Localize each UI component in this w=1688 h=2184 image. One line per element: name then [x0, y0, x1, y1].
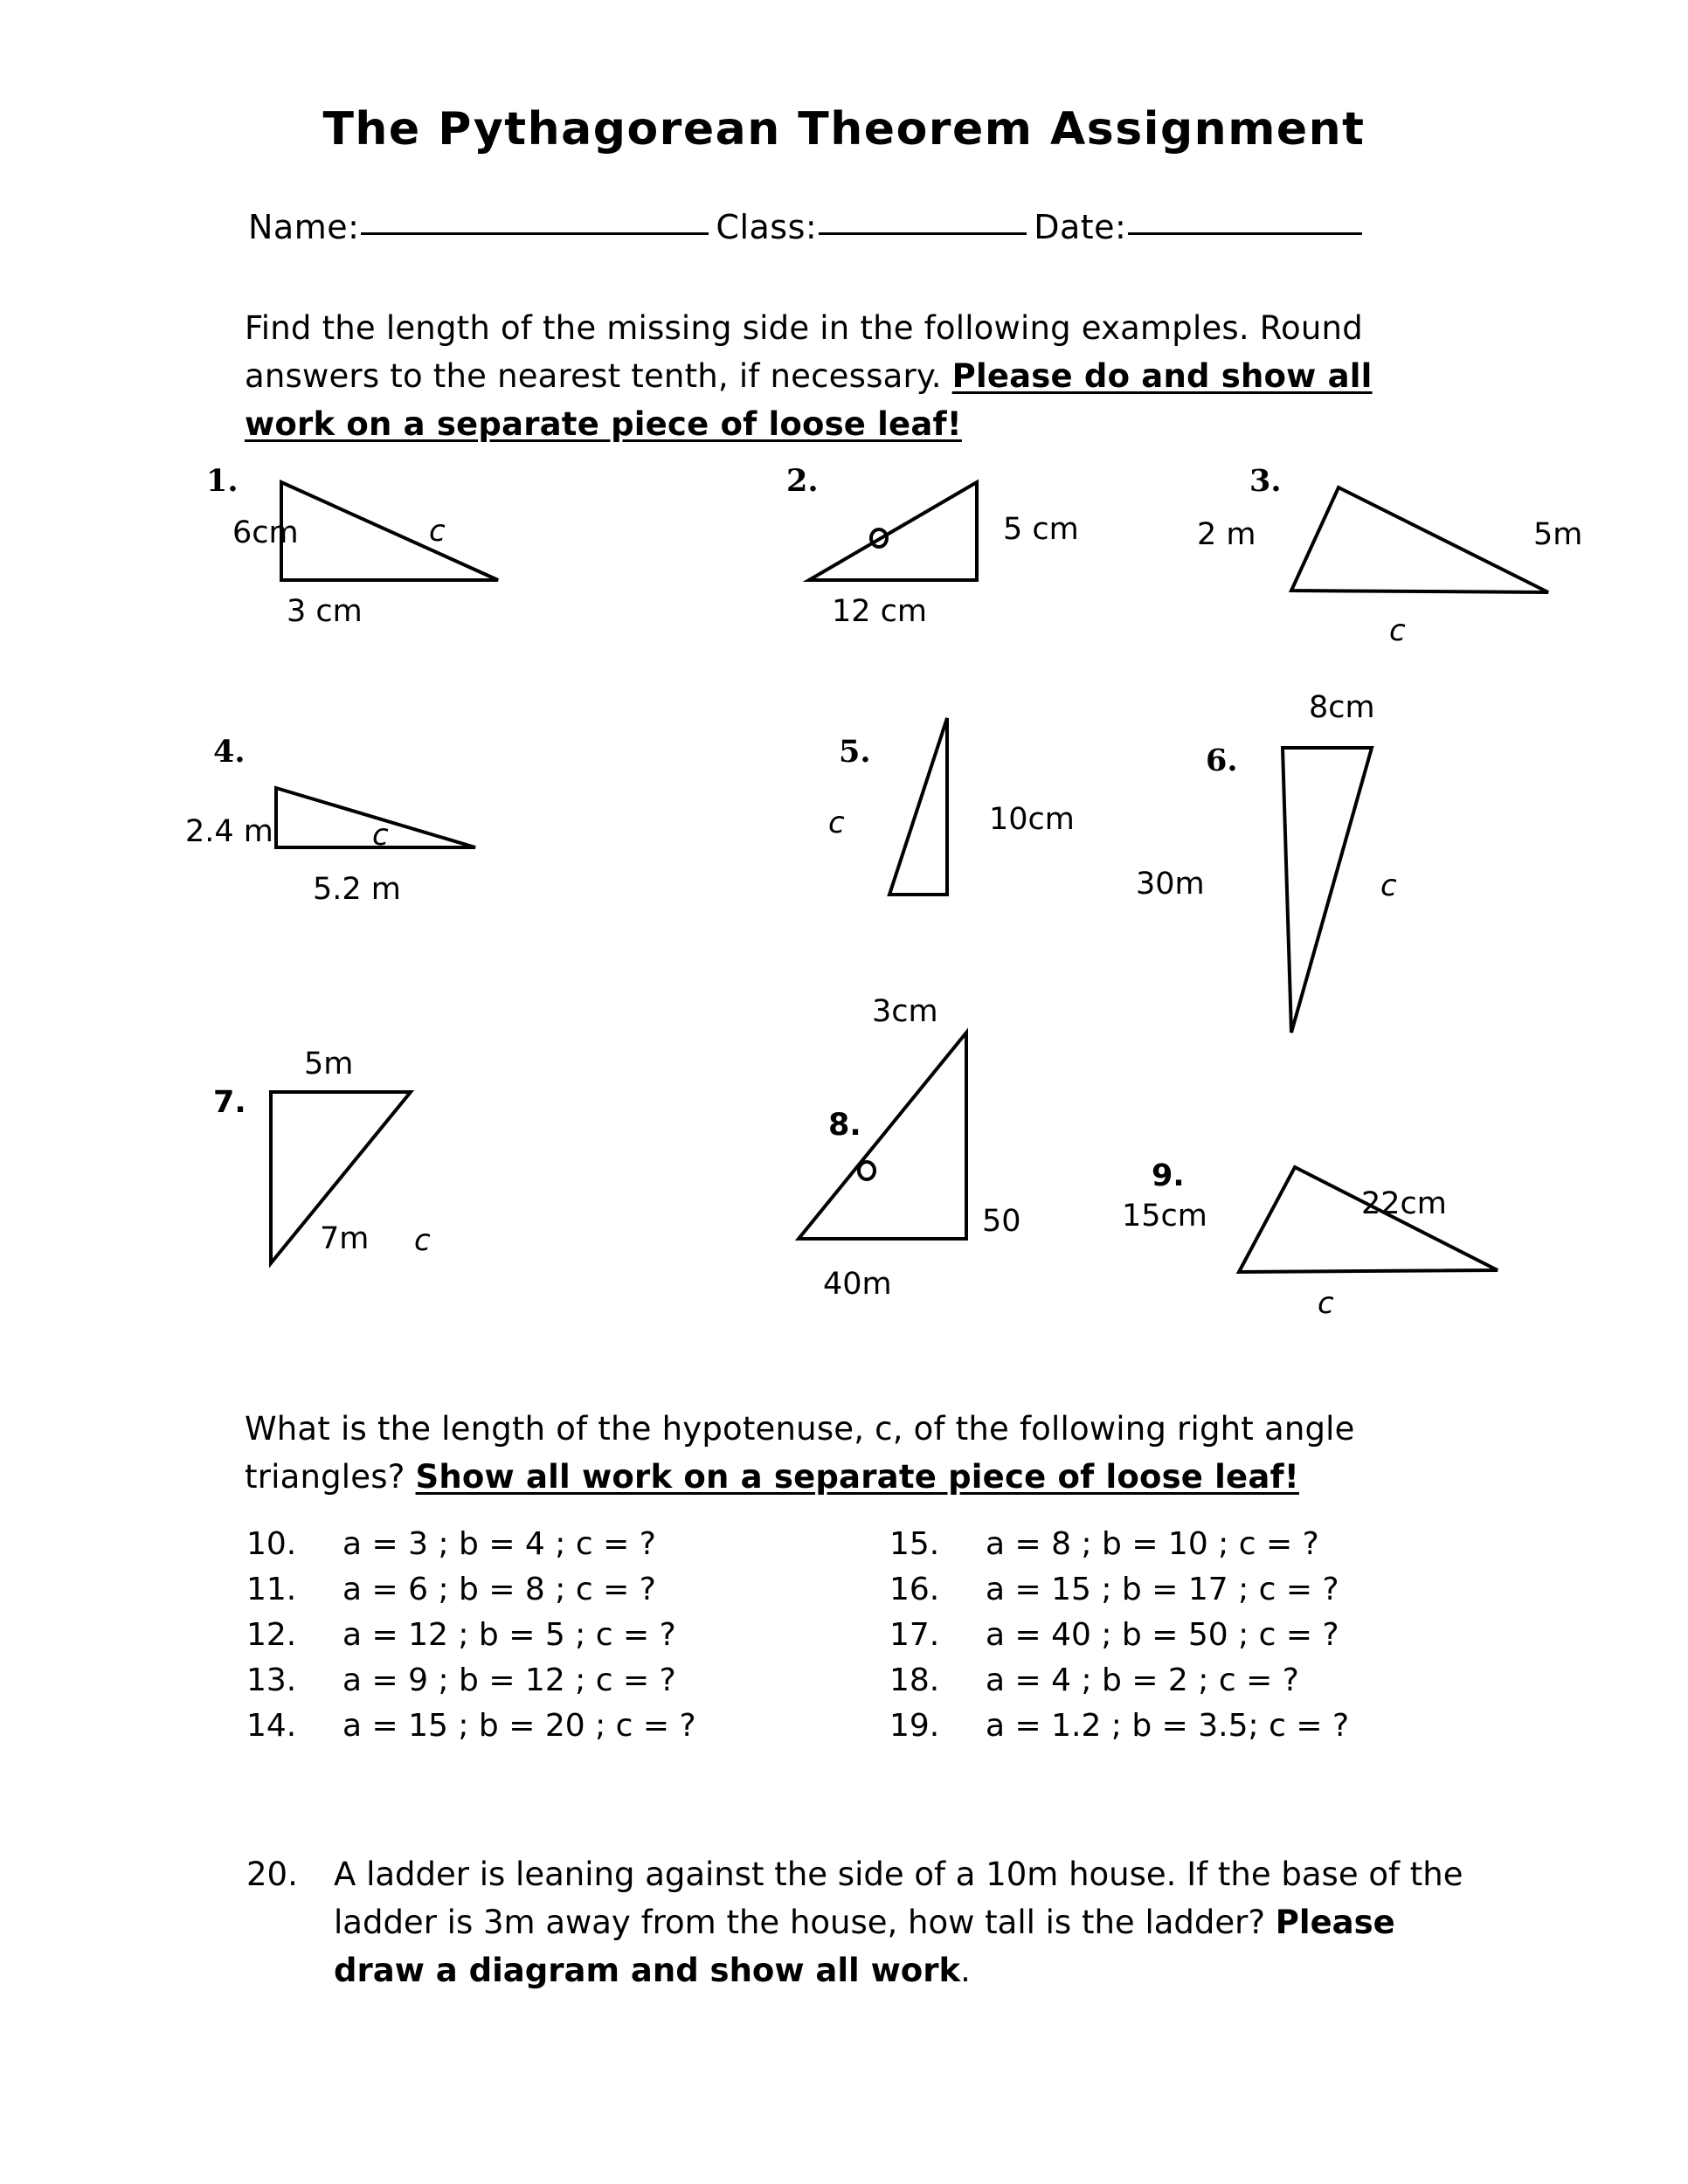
figure-3-label-left: 2 m — [1197, 517, 1256, 552]
problem-values: a = 15 ; b = 17 ; c = ? — [986, 1572, 1339, 1607]
question-20 — [246, 1850, 1470, 1994]
figure-3-label-right: 5m — [1533, 517, 1583, 552]
class-label: Class: — [716, 208, 818, 246]
date-label: Date: — [1034, 208, 1127, 246]
figure-9-label-right: 22cm — [1361, 1186, 1447, 1221]
figure-5-label-hypotenuse: c — [828, 805, 845, 840]
problem-number: 14. — [246, 1708, 297, 1744]
problem-values: a = 3 ; b = 4 ; c = ? — [342, 1526, 656, 1562]
problem-values: a = 9 ; b = 12 ; c = ? — [342, 1662, 676, 1698]
class-input-line[interactable] — [819, 232, 1027, 235]
instructions-paragraph — [245, 304, 1450, 448]
problem-values: a = 40 ; b = 50 ; c = ? — [986, 1617, 1339, 1653]
problem-number: 16. — [889, 1572, 940, 1607]
figure-6-label-vertical: 30m — [1136, 867, 1205, 902]
problem-number: 10. — [246, 1526, 297, 1562]
hypotenuse-question-plain: What is the length of the hypotenuse, c, of the following right angle triangles? — [245, 1410, 1355, 1496]
figure-6-label-top: 8cm — [1309, 690, 1375, 725]
name-label: Name: — [248, 208, 360, 246]
figure-1-label-hypotenuse: c — [429, 514, 446, 549]
figure-1 — [206, 463, 582, 690]
figure-2-number: 2. — [786, 463, 819, 499]
figure-8-label-vertical: 50 — [982, 1204, 1021, 1239]
list-item — [889, 1522, 1501, 1567]
figure-2 — [786, 463, 1162, 690]
figure-9-label-base: c — [1318, 1286, 1334, 1321]
hypotenuse-question-emphasis: Show all work on a separate piece of loose leaf! — [415, 1458, 1299, 1496]
list-item — [246, 1567, 806, 1613]
list-item — [889, 1613, 1501, 1658]
question-20-tail: . — [960, 1952, 971, 1989]
problem-values: a = 4 ; b = 2 ; c = ? — [986, 1662, 1299, 1698]
figure-6 — [1136, 690, 1555, 1050]
problem-number: 19. — [889, 1708, 940, 1744]
name-input-line[interactable] — [361, 232, 709, 235]
problem-number: 12. — [246, 1617, 297, 1653]
problem-values: a = 1.2 ; b = 3.5; c = ? — [986, 1708, 1350, 1744]
question-20-body — [334, 1850, 1470, 1994]
figure-4-label-base: 5.2 m — [313, 872, 401, 907]
figure-5 — [828, 725, 1127, 952]
figure-5-number: 5. — [839, 734, 871, 770]
figure-6-number: 6. — [1206, 743, 1238, 778]
problem-number: 11. — [246, 1572, 297, 1607]
list-item — [246, 1704, 806, 1749]
figure-8-label-top: 3cm — [872, 994, 938, 1029]
list-item — [246, 1522, 806, 1567]
list-item — [889, 1567, 1501, 1613]
figure-9 — [1122, 1144, 1573, 1345]
figure-1-label-vertical: 6cm — [232, 515, 299, 550]
problem-list-left-column — [246, 1522, 806, 1749]
figure-4-label-vertical: 2.4 m — [185, 814, 273, 849]
question-20-plain: A ladder is leaning against the side of a 10m house. If the base of the ladder is 3m away from the house, how tall is the ladder? — [334, 1856, 1463, 1941]
figure-7-label-vertical: 7m — [320, 1221, 370, 1256]
figure-3-label-base: c — [1389, 613, 1406, 648]
problem-number: 18. — [889, 1662, 940, 1698]
list-item — [246, 1658, 806, 1704]
figure-5-label-vertical: 10cm — [989, 802, 1075, 837]
figure-7-label-hypotenuse: c — [414, 1223, 431, 1258]
problem-values: a = 15 ; b = 20 ; c = ? — [342, 1708, 696, 1744]
list-item — [889, 1658, 1501, 1704]
figure-3-number: 3. — [1249, 463, 1282, 499]
figure-6-label-hypotenuse: c — [1380, 868, 1397, 903]
problem-number: 15. — [889, 1526, 940, 1562]
figure-7-label-top: 5m — [304, 1047, 354, 1082]
instructions-emphasis: Please do and show all work on a separate piece of loose leaf! — [245, 357, 1373, 443]
figure-7 — [210, 1022, 629, 1310]
figure-8-number: 8. — [828, 1108, 861, 1143]
figure-9-number: 9. — [1152, 1158, 1185, 1193]
problem-values: a = 6 ; b = 8 ; c = ? — [342, 1572, 656, 1607]
figure-4-label-hypotenuse: c — [372, 818, 389, 853]
problem-values: a = 12 ; b = 5 ; c = ? — [342, 1617, 676, 1653]
instructions-plain: Find the length of the missing side in the following examples. Round answers to the nearest tenth, if necessary. — [245, 309, 1363, 395]
question-20-number: 20. — [246, 1856, 298, 1893]
list-item — [246, 1613, 806, 1658]
page-title: The Pythagorean Theorem Assignment — [322, 103, 1366, 156]
figure-2-label-base: 12 cm — [832, 594, 927, 629]
problem-list-right-column — [889, 1522, 1501, 1749]
date-input-line[interactable] — [1128, 232, 1362, 235]
figure-9-label-left: 15cm — [1122, 1199, 1207, 1234]
figure-8 — [760, 978, 1136, 1328]
figure-7-number: 7. — [213, 1085, 246, 1120]
hypotenuse-question-paragraph — [245, 1405, 1459, 1501]
figure-8-label-base: 40m — [823, 1267, 892, 1302]
list-item — [889, 1704, 1501, 1749]
problem-number: 13. — [246, 1662, 297, 1698]
figures-area — [0, 463, 1688, 1363]
figure-2-label-vertical: 5 cm — [1003, 512, 1079, 547]
problem-number: 17. — [889, 1617, 940, 1653]
problem-list — [0, 1522, 1688, 1766]
figure-4-number: 4. — [213, 734, 246, 770]
figure-4 — [185, 734, 585, 935]
figure-1-label-base: 3 cm — [287, 594, 363, 629]
figure-1-number: 1. — [206, 463, 239, 499]
figure-3 — [1197, 463, 1651, 690]
header-fields-row — [248, 208, 1471, 246]
problem-values: a = 8 ; b = 10 ; c = ? — [986, 1526, 1319, 1562]
question-20-emphasis: Please draw a diagram and show all work — [334, 1904, 1395, 1989]
